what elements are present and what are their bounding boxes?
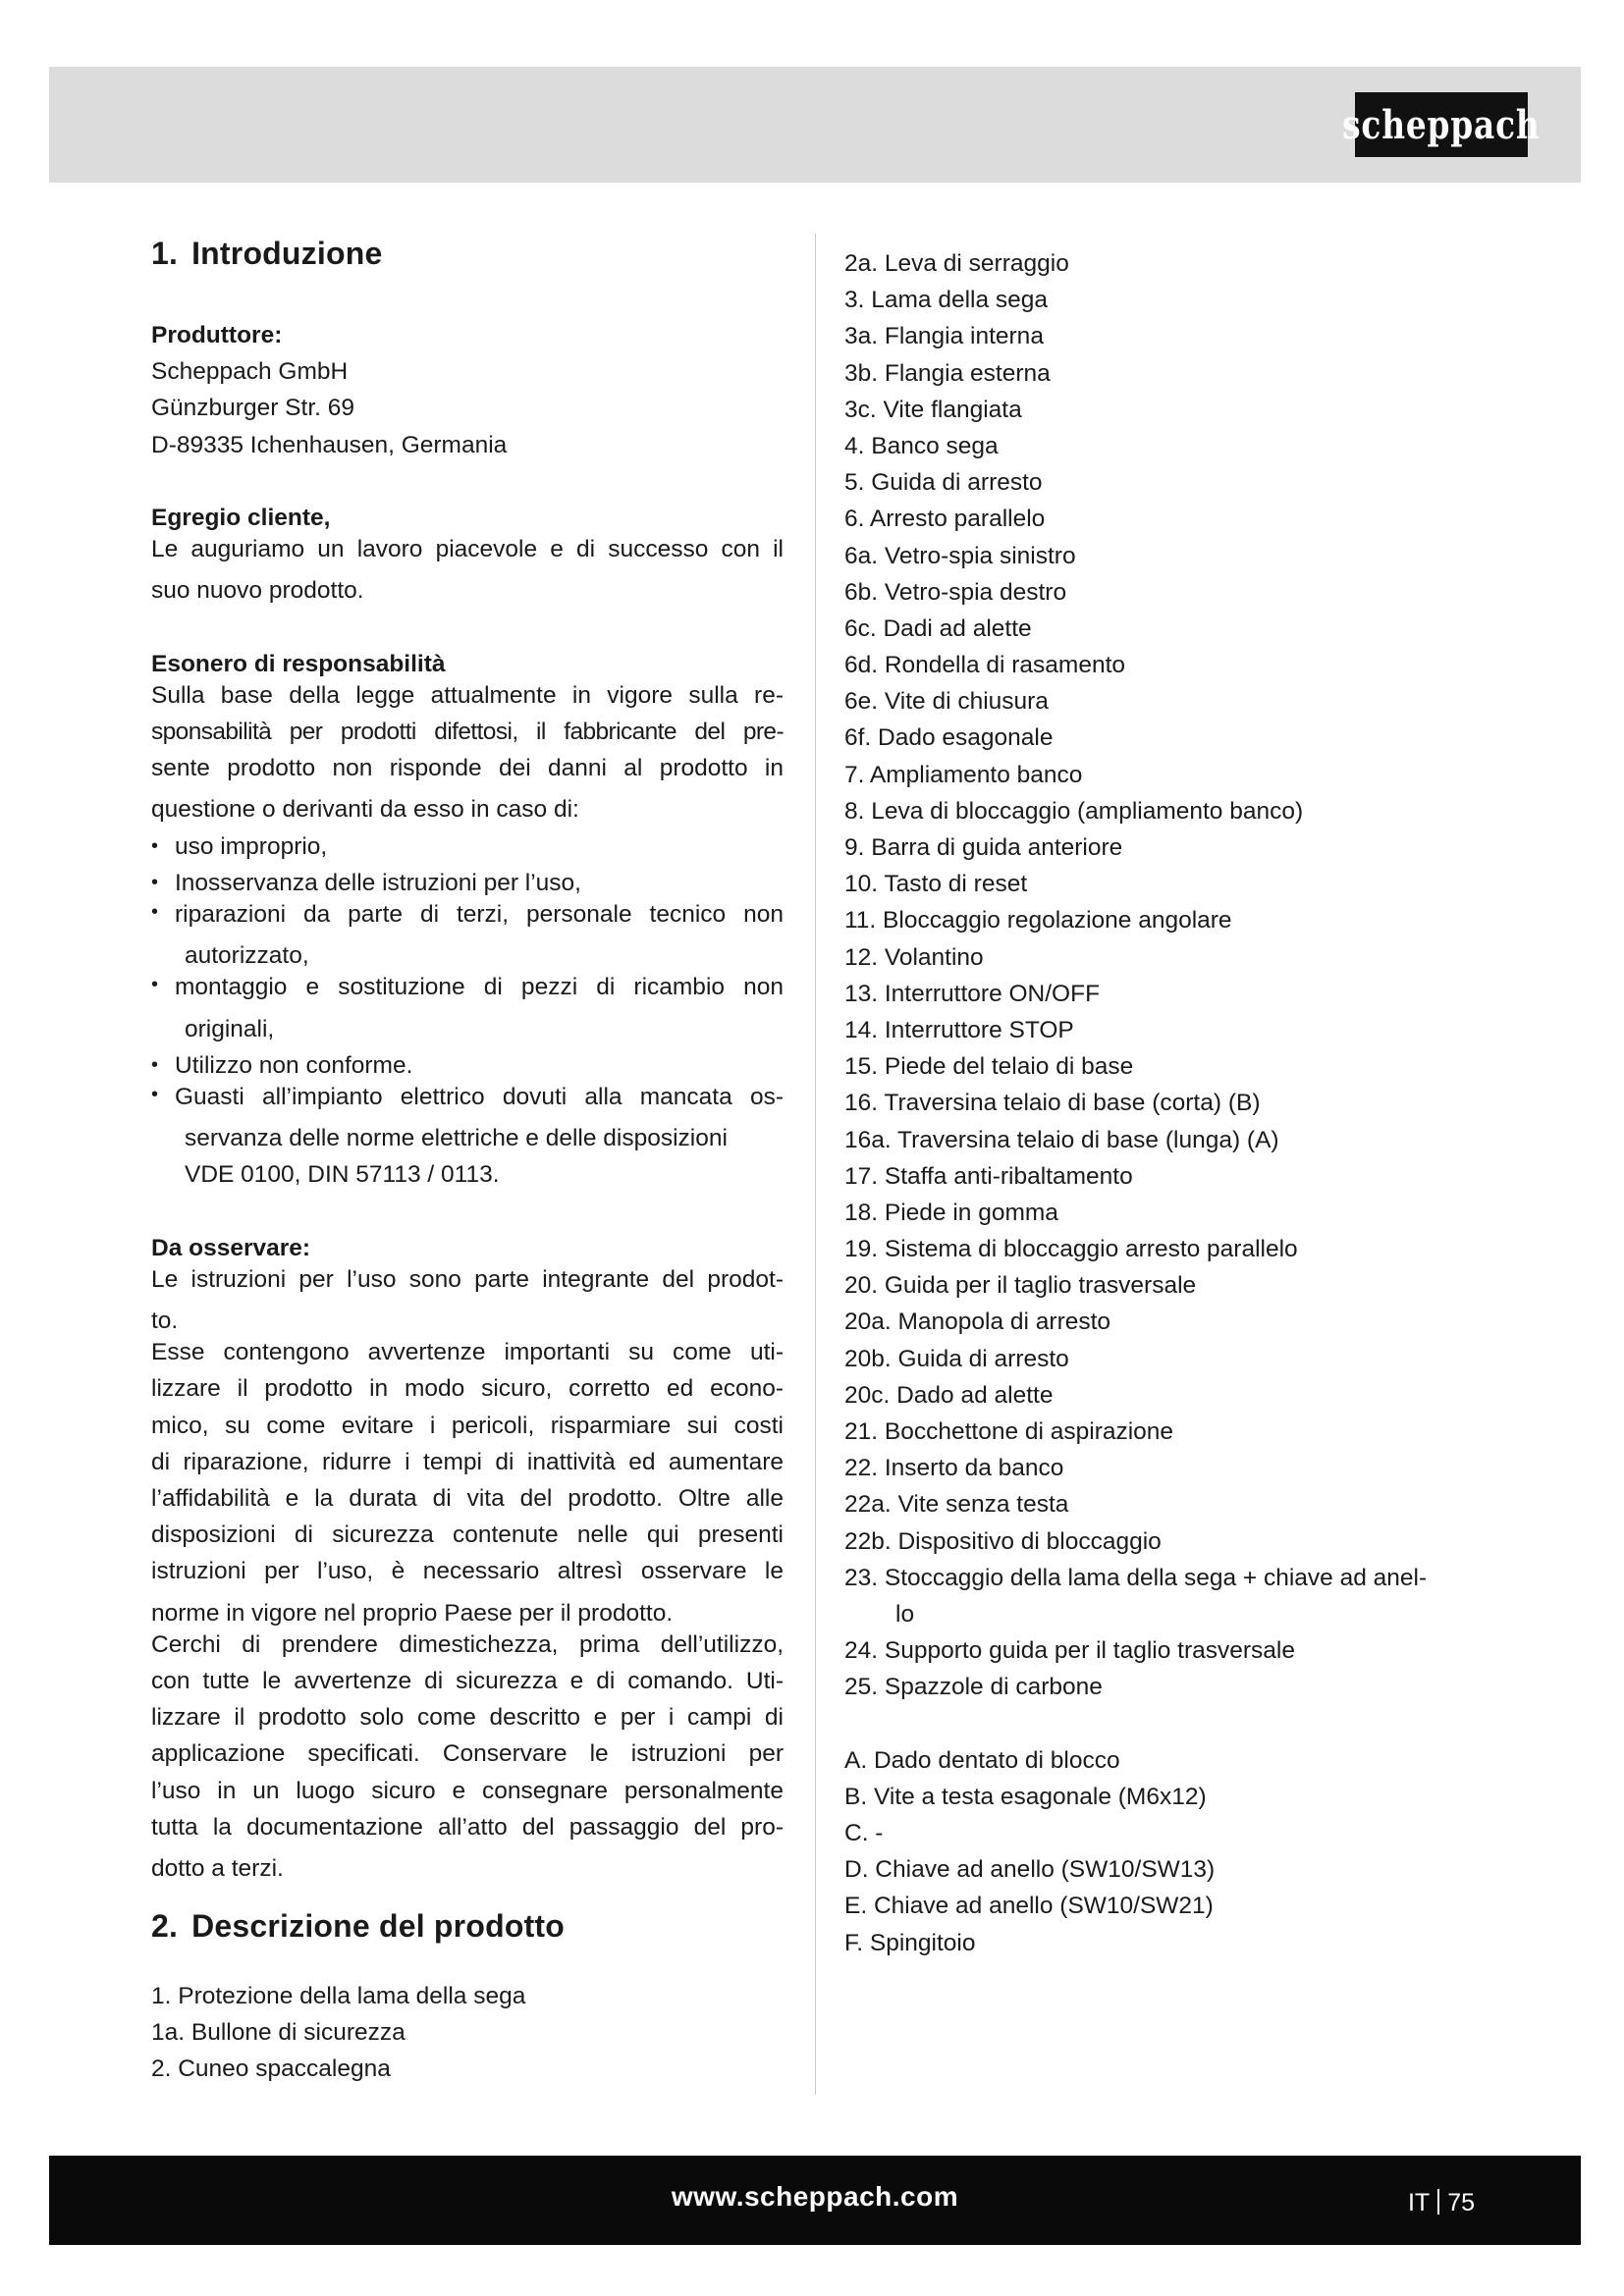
note-line: di riparazione, ridurre i tempi di inattività ed aumentare: [151, 1448, 784, 1475]
part-list-item: 22. Inserto da banco: [844, 1455, 1064, 1482]
accessory-list-item: C. -: [844, 1820, 884, 1847]
part-list-item: 23. Stoccaggio della lama della sega + chiave ad anel-: [844, 1564, 1428, 1591]
note-line: lizzare il prodotto solo come descritto e per i campi di: [151, 1704, 784, 1732]
part-list-item: 6c. Dadi ad alette: [844, 614, 1032, 642]
part-list-item: 20a. Manopola di arresto: [844, 1308, 1111, 1336]
part-list-item: 3c. Vite flangiata: [844, 396, 1022, 423]
part-list-item: 3a. Flangia interna: [844, 323, 1044, 350]
accessory-list-item: F. Spingitoio: [844, 1929, 976, 1956]
part-list-item: 2. Cuneo spaccalegna: [151, 2056, 391, 2083]
part-list-item: 1. Protezione della lama della sega: [151, 1983, 526, 2010]
note-line: Esse contengono avvertenze importanti su come uti-: [151, 1339, 784, 1366]
accessory-list-item: A. Dado dentato di blocco: [844, 1746, 1120, 1774]
note-line: istruzioni per l’uso, è necessario altresì osservare le: [151, 1558, 784, 1585]
bullet-item: • montaggio e sostituzione di pezzi di ricambio non: [151, 974, 784, 1010]
bullet-item: • Inosservanza delle istruzioni per l’uso,: [151, 865, 784, 901]
accessory-list-item: D. Chiave ad anello (SW10/SW13): [844, 1856, 1216, 1884]
part-list-item: 25. Spazzole di carbone: [844, 1674, 1103, 1701]
part-list-item: 3. Lama della sega: [844, 287, 1049, 314]
part-list-item: 10. Tasto di reset: [844, 871, 1028, 898]
part-list-item: 16a. Traversina telaio di base (lunga) (A): [844, 1126, 1279, 1153]
note-line: l’uso in un luogo sicuro e consegnare personalmente: [151, 1777, 784, 1804]
note-line: applicazione specificati. Conservare le istruzioni per: [151, 1740, 784, 1768]
note-label: Da osservare:: [151, 1234, 311, 1261]
part-list-item: 15. Piede del telaio di base: [844, 1053, 1134, 1081]
note-line: disposizioni di sicurezza contenute nelle qui presenti: [151, 1522, 784, 1549]
part-list-item: 20c. Dado ad alette: [844, 1381, 1054, 1409]
part-list-item: 6a. Vetro-spia sinistro: [844, 542, 1076, 569]
disclaimer-line: questione o derivanti da esso in caso di:: [151, 796, 579, 824]
manufacturer-label: Produttore:: [151, 322, 283, 348]
note-line: dotto a terzi.: [151, 1854, 284, 1882]
bullet-item: • Utilizzo non conforme.: [151, 1047, 784, 1084]
page-number: 75: [1447, 2189, 1475, 2216]
note-line: Le istruzioni per l’uso sono parte integrante del prodot-: [151, 1265, 784, 1293]
accessory-list-item: E. Chiave ad anello (SW10/SW21): [844, 1893, 1214, 1920]
part-list-item: 14. Interruttore STOP: [844, 1016, 1074, 1043]
left-column: [151, 236, 784, 2088]
scheppach-logo: scheppach: [1355, 92, 1528, 157]
disclaimer-line: sente prodotto non risponde dei danni al prodotto in: [151, 755, 784, 782]
part-list-item: 6f. Dado esagonale: [844, 724, 1054, 752]
note-line: norme in vigore nel proprio Paese per il prodotto.: [151, 1599, 674, 1627]
bullet-item: • riparazioni da parte di terzi, personale tecnico non: [151, 901, 784, 937]
part-list-item: 9. Barra di guida anteriore: [844, 834, 1123, 861]
manufacturer-line: Scheppach GmbH: [151, 358, 349, 386]
part-list-item: 20. Guida per il taglio trasversale: [844, 1272, 1197, 1300]
part-list-item: 22a. Vite senza testa: [844, 1491, 1069, 1519]
part-list-item: 3b. Flangia esterna: [844, 359, 1051, 387]
right-column: [844, 245, 1492, 1961]
part-list-item: 2a. Leva di serraggio: [844, 250, 1069, 277]
manufacturer-line: Günzburger Str. 69: [151, 395, 355, 422]
disclaimer-line: Sulla base della legge attualmente in vigore sulla re-: [151, 681, 784, 709]
part-list-item: 6e. Vite di chiusura: [844, 688, 1049, 716]
part-list-item: 1a. Bullone di sicurezza: [151, 2019, 406, 2047]
accessory-list-item: B. Vite a testa esagonale (M6x12): [844, 1783, 1207, 1810]
page-separator: [1437, 2189, 1439, 2215]
part-list-item: 6d. Rondella di rasamento: [844, 652, 1126, 679]
greeting-line: Le auguriamo un lavoro piacevole e di successo con il: [151, 536, 784, 563]
part-list-item: 18. Piede in gomma: [844, 1199, 1058, 1226]
manufacturer-line: D-89335 Ichenhausen, Germania: [151, 431, 508, 458]
disclaimer-label: Esonero di responsabilità: [151, 650, 446, 677]
note-line: lizzare il prodotto in modo sicuro, corretto ed econo-: [151, 1375, 784, 1403]
note-line: mico, su come evitare i pericoli, risparmiare sui costi: [151, 1412, 784, 1439]
part-list-item: 21. Bocchettone di aspirazione: [844, 1418, 1174, 1445]
bullet-continuation: autorizzato,: [185, 942, 309, 970]
part-list-item: 7. Ampliamento banco: [844, 761, 1083, 788]
part-list-item: 17. Staffa anti-ribaltamento: [844, 1162, 1133, 1190]
part-list-item-continuation: lo: [895, 1600, 915, 1628]
part-list-item: 12. Volantino: [844, 943, 984, 971]
part-list-item: 24. Supporto guida per il taglio trasversale: [844, 1637, 1295, 1665]
part-list-item: 8. Leva di bloccaggio (ampliamento banco): [844, 797, 1304, 825]
section-heading-introduzione: 1. Introduzione: [151, 236, 383, 271]
disclaimer-line: sponsabilità per prodotti difettosi, il fabbricante del pre-: [151, 719, 784, 746]
header-bar: [49, 67, 1581, 183]
part-list-item: 16. Traversina telaio di base (corta) (B): [844, 1090, 1261, 1117]
bullet-continuation: originali,: [185, 1015, 275, 1042]
column-divider: [815, 234, 816, 2095]
page-indicator: [1408, 2156, 1475, 2250]
part-list-item: 11. Bloccaggio regolazione angolare: [844, 907, 1232, 934]
part-list-item: 6b. Vetro-spia destro: [844, 578, 1067, 606]
part-list-item: 19. Sistema di bloccaggio arresto parallelo: [844, 1236, 1298, 1263]
footer-bar: [49, 2156, 1581, 2245]
bullet-item: • Guasti all’impianto elettrico dovuti alla mancata os-: [151, 1084, 784, 1120]
part-list-item: 6. Arresto parallelo: [844, 506, 1046, 533]
part-list-item: 22b. Dispositivo di bloccaggio: [844, 1527, 1162, 1555]
note-line: con tutte le avvertenze di sicurezza e di comando. Uti-: [151, 1667, 784, 1694]
part-list-item: 4. Banco sega: [844, 432, 999, 459]
note-line: to.: [151, 1308, 179, 1335]
language-code: IT: [1407, 2189, 1431, 2216]
note-line: Cerchi di prendere dimestichezza, prima dell’utilizzo,: [151, 1630, 784, 1658]
part-list-item: 20b. Guida di arresto: [844, 1345, 1069, 1372]
part-list-item: 13. Interruttore ON/OFF: [844, 980, 1101, 1007]
bullet-item: • uso improprio,: [151, 828, 784, 865]
section-heading-descrizione: 2. Descrizione del prodotto: [151, 1908, 566, 1945]
greeting-line: suo nuovo prodotto.: [151, 577, 364, 605]
bullet-continuation: VDE 0100, DIN 57113 / 0113.: [185, 1161, 500, 1189]
bullet-continuation: servanza delle norme elettriche e delle disposizioni: [185, 1125, 728, 1152]
note-line: tutta la documentazione all’atto del passaggio del pro-: [151, 1813, 784, 1841]
website-link[interactable]: www.scheppach.com: [671, 2181, 959, 2212]
greeting-label: Egregio cliente,: [151, 504, 331, 531]
part-list-item: 5. Guida di arresto: [844, 469, 1043, 497]
note-line: l’affidabilità e la durata di vita del prodotto. Oltre alle: [151, 1485, 784, 1512]
